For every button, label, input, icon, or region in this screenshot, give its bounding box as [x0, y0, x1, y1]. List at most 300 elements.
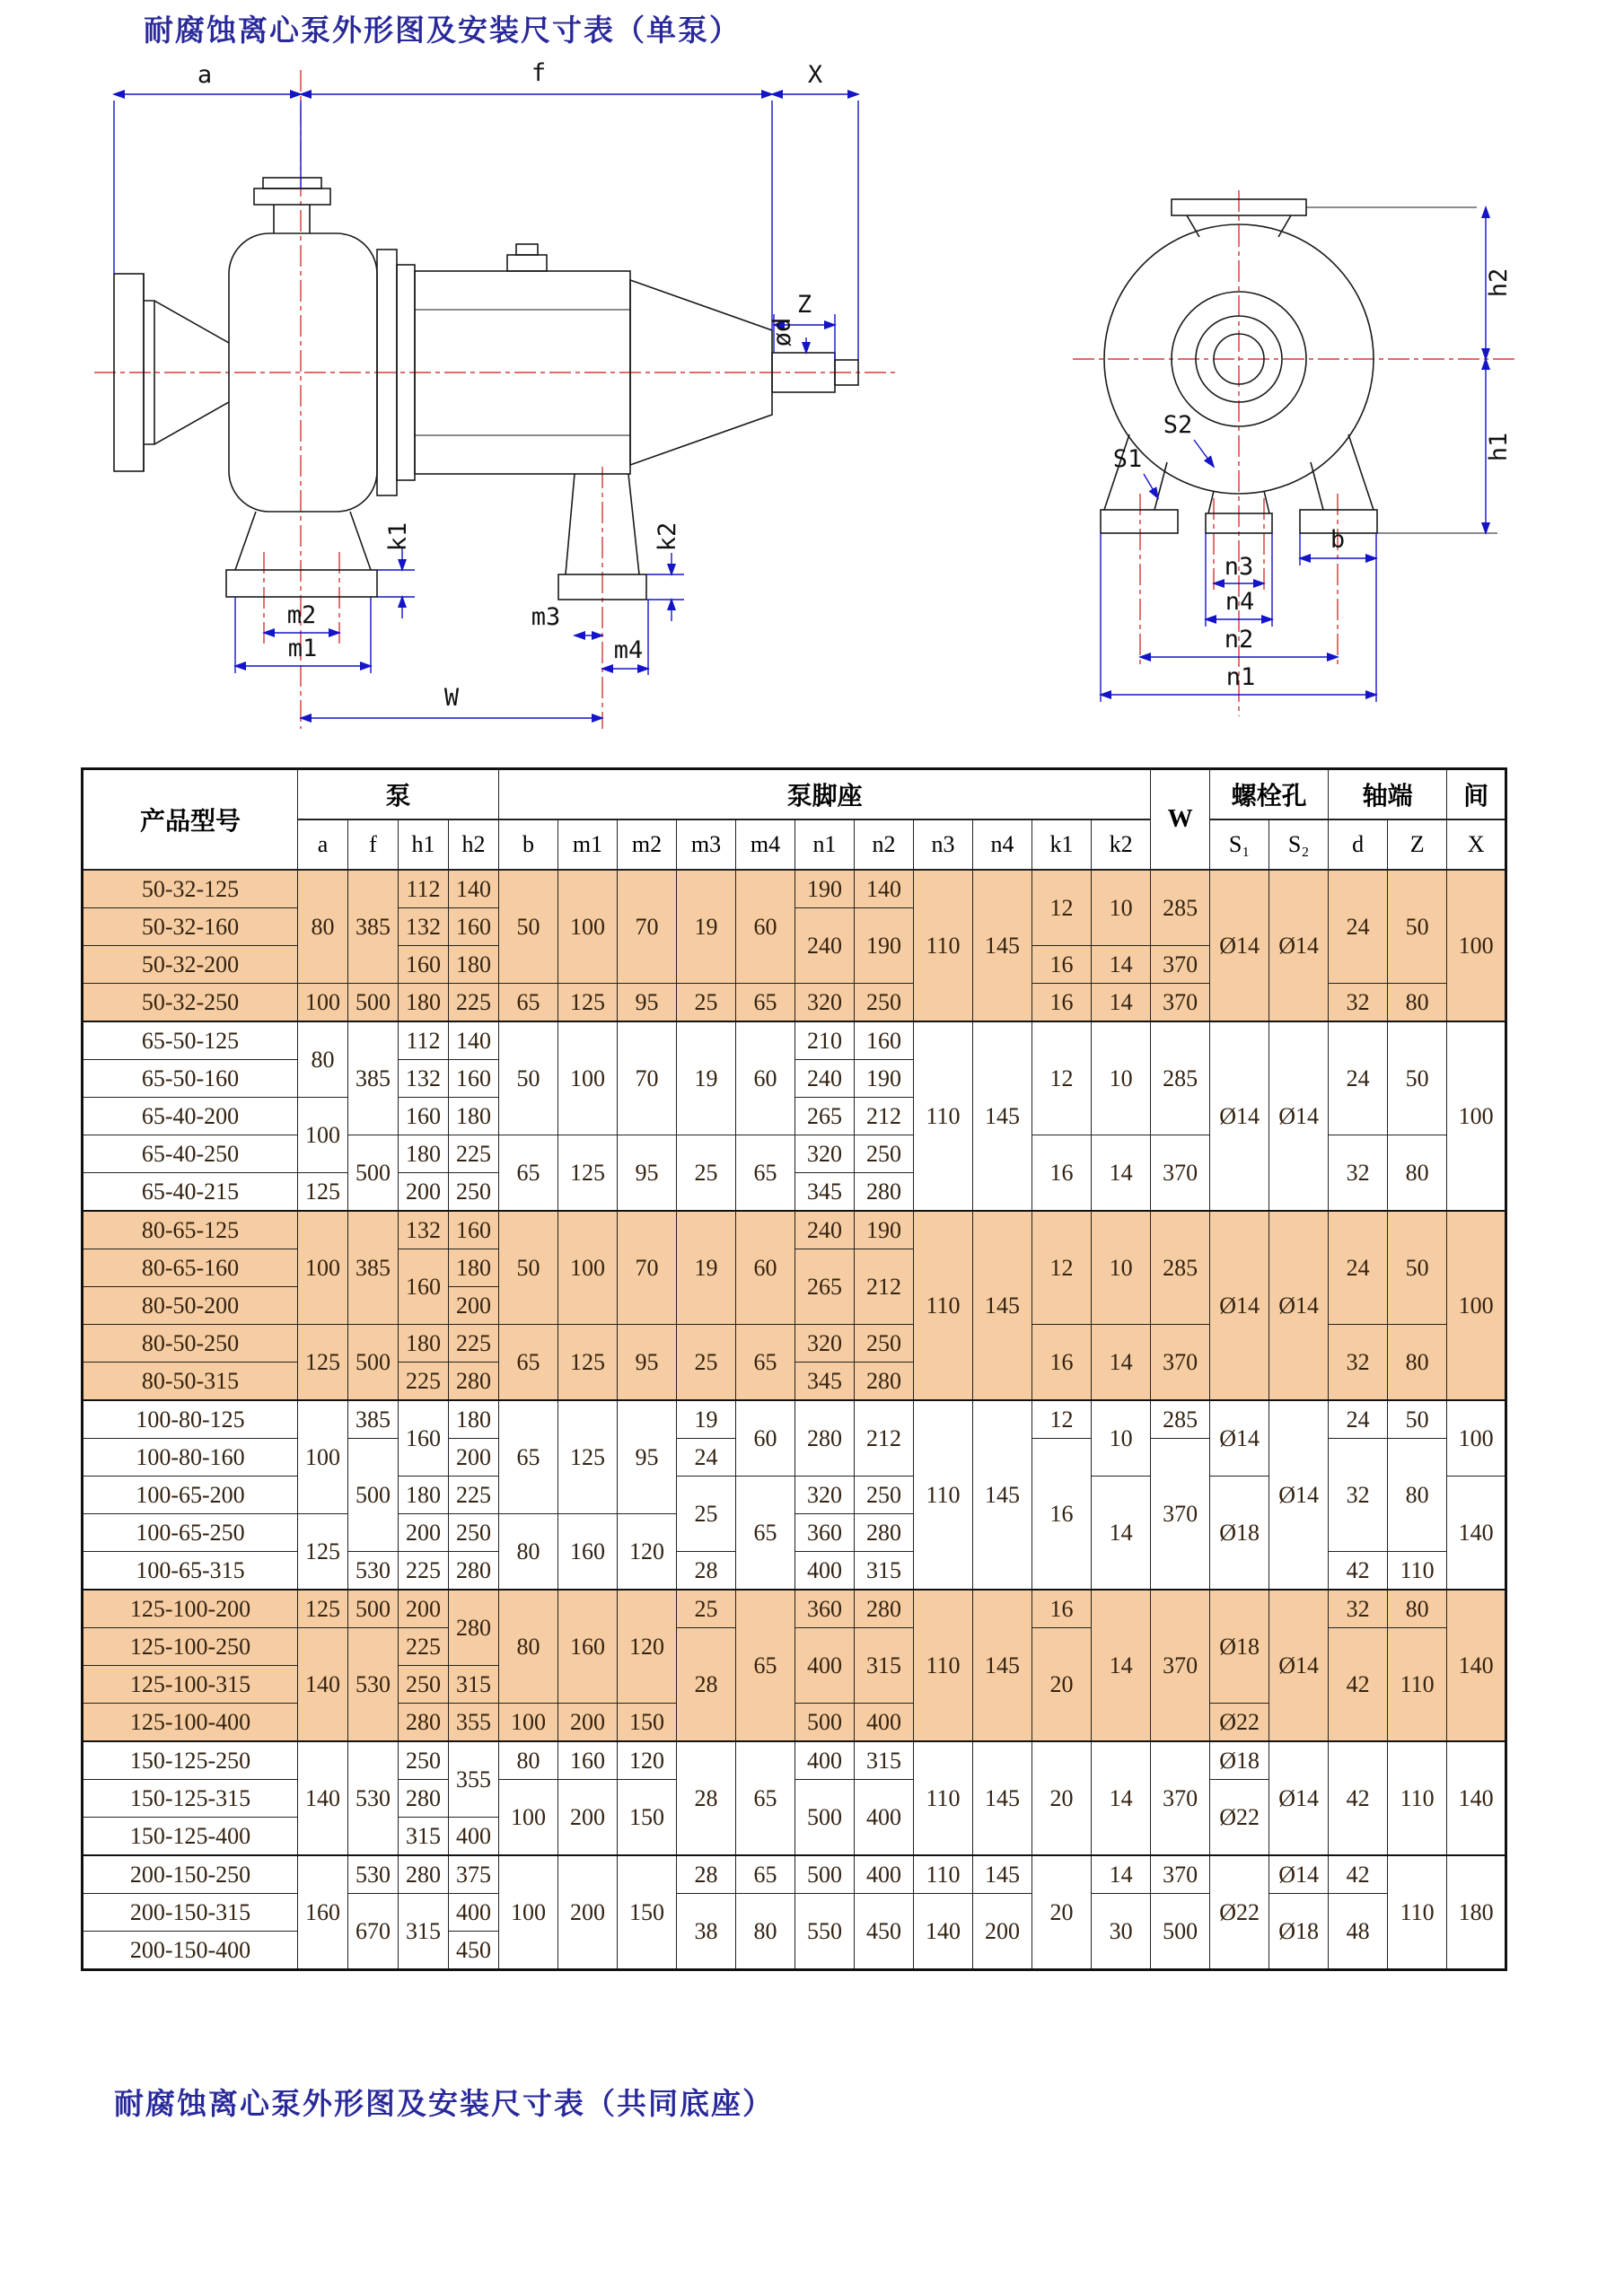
value-cell: 100: [298, 1400, 348, 1514]
value-cell: 400: [449, 1894, 499, 1932]
value-cell: 65: [736, 1477, 795, 1591]
value-cell: 140: [1447, 1477, 1506, 1591]
value-cell: 145: [973, 1400, 1032, 1590]
value-cell: 80: [1388, 984, 1447, 1022]
value-cell: 345: [795, 1363, 855, 1401]
value-cell: 28: [677, 1552, 736, 1591]
value-cell: 100: [558, 1021, 618, 1135]
value-cell: 16: [1032, 1590, 1092, 1628]
value-cell: Ø18: [1210, 1741, 1269, 1780]
dim-label-h1: h1: [1485, 432, 1513, 462]
value-cell: 20: [1032, 1628, 1092, 1742]
bottom-title: 耐腐蚀离心泵外形图及安装尺寸表（共同底座）: [114, 2089, 774, 2121]
value-cell: 65: [736, 1325, 795, 1401]
value-cell: 355: [449, 1741, 499, 1818]
value-cell: 315: [855, 1628, 914, 1704]
value-cell: 10: [1092, 1211, 1151, 1325]
value-cell: 280: [855, 1514, 914, 1552]
value-cell: 125: [558, 1325, 618, 1401]
model-cell: 125-100-315: [83, 1666, 298, 1704]
value-cell: 25: [677, 1135, 736, 1212]
value-cell: 112: [399, 1021, 449, 1060]
value-cell: 95: [618, 1325, 677, 1401]
value-cell: 145: [973, 1021, 1032, 1211]
model-cell: 100-65-315: [83, 1552, 298, 1591]
dim-label-k1: k1: [384, 521, 412, 552]
dim-label-s1: S1: [1112, 445, 1143, 473]
s1-leader: [1144, 474, 1158, 498]
dim-label-m1: m1: [287, 635, 318, 662]
col-header-m3: m3: [677, 819, 736, 870]
side-view: [94, 59, 898, 729]
value-cell: 24: [1329, 1021, 1388, 1135]
value-cell: 385: [348, 1400, 399, 1439]
value-cell: 160: [298, 1855, 348, 1970]
value-cell: 100: [1447, 1400, 1506, 1477]
table-row: [83, 1741, 1506, 1780]
value-cell: 140: [855, 870, 914, 908]
value-cell: 315: [399, 1818, 449, 1856]
value-cell: 19: [677, 1021, 736, 1135]
value-cell: 180: [399, 1135, 449, 1173]
dim-label-m2: m2: [286, 601, 317, 629]
col-header-b: b: [499, 819, 558, 870]
value-cell: 180: [449, 1400, 499, 1439]
centerline-foot-bolts: [264, 552, 339, 648]
dim-label-n4: n4: [1225, 588, 1255, 616]
value-cell: 265: [795, 1098, 855, 1135]
value-cell: 150: [618, 1855, 677, 1970]
value-cell: Ø14: [1269, 1855, 1329, 1894]
value-cell: 370: [1151, 1741, 1210, 1855]
value-cell: 500: [795, 1855, 855, 1894]
value-cell: 225: [399, 1552, 449, 1591]
value-cell: 100: [499, 1780, 558, 1856]
k2-extension: [646, 574, 684, 600]
table-row: [83, 1400, 1506, 1439]
value-cell: 500: [1151, 1894, 1210, 1970]
value-cell: 200: [558, 1704, 618, 1742]
value-cell: Ø14: [1210, 1021, 1269, 1211]
value-cell: 200: [449, 1287, 499, 1325]
value-cell: 400: [855, 1855, 914, 1894]
value-cell: 50: [1388, 1211, 1447, 1325]
value-cell: 240: [795, 908, 855, 984]
model-cell: 100-80-125: [83, 1400, 298, 1439]
value-cell: 370: [1151, 1325, 1210, 1401]
model-cell: 100-65-200: [83, 1477, 298, 1514]
value-cell: 80: [1388, 1439, 1447, 1552]
value-cell: 160: [399, 946, 449, 984]
value-cell: Ø14: [1269, 1400, 1329, 1590]
model-cell: 125-100-400: [83, 1704, 298, 1742]
value-cell: 80: [499, 1590, 558, 1704]
value-cell: 200: [449, 1439, 499, 1477]
value-cell: 120: [618, 1741, 677, 1780]
value-cell: 212: [855, 1098, 914, 1135]
model-cell: 100-65-250: [83, 1514, 298, 1552]
value-cell: 180: [449, 1098, 499, 1135]
value-cell: 132: [399, 1060, 449, 1098]
value-cell: 65: [736, 1855, 795, 1894]
value-cell: 24: [1329, 1400, 1388, 1439]
value-cell: 12: [1032, 1211, 1092, 1325]
value-cell: 16: [1032, 1439, 1092, 1591]
dim-label-m4: m4: [613, 636, 644, 664]
value-cell: 370: [1151, 946, 1210, 984]
value-cell: 225: [399, 1363, 449, 1401]
header-pump-group: 泵: [298, 769, 499, 820]
value-cell: 250: [855, 1135, 914, 1173]
front-view: [1073, 190, 1515, 716]
value-cell: 24: [1329, 870, 1388, 984]
value-cell: 280: [449, 1552, 499, 1591]
table-row: [83, 1211, 1506, 1249]
value-cell: 190: [855, 1211, 914, 1249]
value-cell: 400: [795, 1552, 855, 1591]
value-cell: 38: [677, 1894, 736, 1970]
value-cell: 100: [298, 984, 348, 1022]
value-cell: 250: [449, 1173, 499, 1212]
table-row: [83, 1021, 1506, 1060]
value-cell: 150: [618, 1780, 677, 1856]
value-cell: 100: [499, 1704, 558, 1742]
value-cell: 125: [298, 1514, 348, 1591]
dim-label-x: X: [807, 61, 823, 89]
col-header-m2: m2: [618, 819, 677, 870]
value-cell: 280: [399, 1780, 449, 1818]
value-cell: 225: [449, 984, 499, 1022]
value-cell: 112: [399, 870, 449, 908]
value-cell: 530: [348, 1552, 399, 1591]
value-cell: 250: [855, 1477, 914, 1514]
value-cell: 110: [914, 1741, 973, 1855]
col-header-f: f: [348, 819, 399, 870]
value-cell: Ø18: [1210, 1477, 1269, 1591]
col-header-h2: h2: [449, 819, 499, 870]
model-cell: 80-65-125: [83, 1211, 298, 1249]
value-cell: 100: [499, 1855, 558, 1970]
table-row: [83, 1894, 1506, 1932]
dim-label-m3: m3: [531, 603, 561, 631]
value-cell: 160: [449, 908, 499, 946]
value-cell: 360: [795, 1590, 855, 1628]
value-cell: Ø22: [1210, 1855, 1269, 1970]
value-cell: 65: [499, 1325, 558, 1401]
value-cell: 16: [1032, 1135, 1092, 1212]
value-cell: 50: [1388, 1021, 1447, 1135]
value-cell: 70: [618, 1021, 677, 1135]
value-cell: 190: [795, 870, 855, 908]
value-cell: 370: [1151, 1590, 1210, 1741]
value-cell: 80: [499, 1741, 558, 1780]
value-cell: Ø14: [1269, 1590, 1329, 1741]
value-cell: 100: [1447, 870, 1506, 1021]
value-cell: 65: [736, 1741, 795, 1855]
dim-label-w: W: [443, 684, 460, 712]
left-foot-base: [226, 570, 377, 597]
value-cell: 500: [348, 984, 399, 1022]
value-cell: 400: [449, 1818, 499, 1856]
value-cell: 400: [855, 1780, 914, 1856]
value-cell: 180: [399, 984, 449, 1022]
value-cell: 160: [558, 1741, 618, 1780]
value-cell: 160: [399, 1249, 449, 1325]
value-cell: 14: [1092, 946, 1151, 984]
value-cell: 100: [1447, 1211, 1506, 1400]
value-cell: 25: [677, 1590, 736, 1628]
value-cell: 500: [348, 1590, 399, 1628]
value-cell: 16: [1032, 1325, 1092, 1401]
value-cell: 360: [795, 1514, 855, 1552]
col-header-x: X: [1447, 819, 1506, 870]
value-cell: 50: [1388, 870, 1447, 984]
value-cell: 160: [399, 1400, 449, 1477]
value-cell: 315: [855, 1741, 914, 1780]
value-cell: 250: [855, 984, 914, 1022]
value-cell: 20: [1032, 1855, 1092, 1970]
value-cell: 280: [855, 1590, 914, 1628]
value-cell: 110: [914, 1590, 973, 1741]
value-cell: 16: [1032, 984, 1092, 1022]
value-cell: 12: [1032, 1400, 1092, 1439]
value-cell: 110: [1388, 1741, 1447, 1855]
value-cell: 145: [973, 1741, 1032, 1855]
value-cell: 500: [348, 1325, 399, 1401]
value-cell: 370: [1151, 1135, 1210, 1212]
value-cell: 10: [1092, 1021, 1151, 1135]
dim-label-b: b: [1330, 526, 1346, 554]
value-cell: 315: [449, 1666, 499, 1704]
dim-label-s2: S2: [1163, 411, 1193, 439]
value-cell: 500: [795, 1780, 855, 1856]
value-cell: 550: [795, 1894, 855, 1970]
value-cell: Ø18: [1269, 1894, 1329, 1970]
value-cell: 280: [795, 1400, 855, 1477]
value-cell: 400: [795, 1741, 855, 1780]
col-header-m1: m1: [558, 819, 618, 870]
value-cell: 110: [914, 1400, 973, 1590]
value-cell: 160: [558, 1590, 618, 1704]
value-cell: 200: [973, 1894, 1032, 1970]
value-cell: 370: [1151, 1439, 1210, 1591]
model-cell: 50-32-160: [83, 908, 298, 946]
model-cell: 150-125-315: [83, 1780, 298, 1818]
value-cell: 180: [1447, 1855, 1506, 1970]
value-cell: 100: [558, 870, 618, 984]
value-cell: 240: [795, 1211, 855, 1249]
value-cell: Ø22: [1210, 1780, 1269, 1856]
value-cell: 450: [449, 1932, 499, 1970]
value-cell: 160: [855, 1021, 914, 1060]
value-cell: 500: [795, 1704, 855, 1742]
k1-extension: [377, 570, 415, 597]
value-cell: 95: [618, 984, 677, 1022]
model-cell: 50-32-125: [83, 870, 298, 908]
value-cell: 42: [1329, 1552, 1388, 1591]
model-cell: 150-125-400: [83, 1818, 298, 1856]
value-cell: 65: [736, 1135, 795, 1212]
value-cell: 140: [1447, 1590, 1506, 1741]
value-cell: 65: [499, 1135, 558, 1212]
value-cell: 32: [1329, 1439, 1388, 1552]
value-cell: 14: [1092, 1590, 1151, 1741]
right-foot-legs: [566, 474, 639, 574]
bracket-boss: [507, 255, 547, 271]
value-cell: 10: [1092, 870, 1151, 946]
value-cell: 60: [736, 1400, 795, 1477]
value-cell: 110: [914, 1211, 973, 1400]
dim-label-od: ød: [768, 317, 796, 347]
value-cell: 190: [855, 908, 914, 984]
value-cell: 190: [855, 1060, 914, 1098]
value-cell: 19: [677, 1400, 736, 1439]
page-title: 耐腐蚀离心泵外形图及安装尺寸表（单泵）: [144, 15, 741, 48]
bracket-bolt: [516, 244, 538, 255]
value-cell: 110: [1388, 1552, 1447, 1591]
header-gap-group: 间: [1447, 769, 1506, 820]
value-cell: 200: [558, 1780, 618, 1856]
value-cell: 145: [973, 1855, 1032, 1894]
header-shaft-group: 轴端: [1329, 769, 1447, 820]
value-cell: 160: [449, 1211, 499, 1249]
value-cell: 70: [618, 1211, 677, 1325]
value-cell: 60: [736, 870, 795, 984]
value-cell: 160: [399, 1098, 449, 1135]
value-cell: 200: [399, 1173, 449, 1212]
value-cell: 225: [399, 1628, 449, 1666]
value-cell: Ø14: [1210, 870, 1269, 1021]
value-cell: 355: [449, 1704, 499, 1742]
value-cell: 370: [1151, 984, 1210, 1022]
model-cell: 150-125-250: [83, 1741, 298, 1780]
value-cell: 132: [399, 908, 449, 946]
value-cell: 145: [973, 1211, 1032, 1400]
value-cell: 110: [1388, 1855, 1447, 1970]
dim-label-z: Z: [796, 291, 812, 319]
value-cell: 110: [914, 1855, 973, 1894]
value-cell: 280: [449, 1590, 499, 1666]
value-cell: 80: [1388, 1135, 1447, 1212]
value-cell: 110: [1388, 1628, 1447, 1742]
col-header-h1: h1: [399, 819, 449, 870]
value-cell: 95: [618, 1135, 677, 1212]
value-cell: 450: [855, 1894, 914, 1970]
value-cell: 16: [1032, 946, 1092, 984]
value-cell: 80: [736, 1894, 795, 1970]
value-cell: 50: [499, 1211, 558, 1325]
value-cell: 280: [449, 1363, 499, 1401]
discharge-pipe: [274, 205, 310, 233]
value-cell: 280: [399, 1855, 449, 1894]
value-cell: 65: [736, 984, 795, 1022]
value-cell: 100: [558, 1211, 618, 1325]
value-cell: 28: [677, 1855, 736, 1894]
value-cell: 250: [399, 1666, 449, 1704]
value-cell: 212: [855, 1249, 914, 1325]
value-cell: 160: [449, 1060, 499, 1098]
model-cell: 50-32-250: [83, 984, 298, 1022]
value-cell: Ø18: [1210, 1590, 1269, 1704]
value-cell: 160: [558, 1514, 618, 1591]
value-cell: 14: [1092, 1325, 1151, 1401]
table-body: [83, 870, 1506, 1970]
value-cell: 320: [795, 1325, 855, 1363]
value-cell: 400: [855, 1704, 914, 1742]
model-cell: 50-32-200: [83, 946, 298, 984]
value-cell: 120: [618, 1514, 677, 1591]
value-cell: 30: [1092, 1894, 1151, 1970]
value-cell: 500: [348, 1439, 399, 1552]
value-cell: 65: [736, 1590, 795, 1741]
value-cell: 285: [1151, 870, 1210, 946]
value-cell: Ø14: [1210, 1211, 1269, 1400]
discharge-flange: [254, 188, 330, 205]
header-bolt-group: 螺栓孔: [1210, 769, 1329, 820]
front-left-foot-base: [1101, 510, 1178, 533]
value-cell: 100: [298, 1098, 348, 1173]
dimension-table: [81, 767, 1507, 1971]
value-cell: 80: [1388, 1590, 1447, 1628]
value-cell: 100: [298, 1211, 348, 1325]
value-cell: 50: [499, 870, 558, 984]
header-foot-group: 泵脚座: [499, 769, 1151, 820]
value-cell: 500: [348, 1135, 399, 1212]
value-cell: 225: [449, 1325, 499, 1363]
col-header-n3: n3: [914, 819, 973, 870]
value-cell: 140: [298, 1741, 348, 1855]
value-cell: 285: [1151, 1400, 1210, 1439]
value-cell: 315: [399, 1894, 449, 1970]
col-header-k1: k1: [1032, 819, 1092, 870]
value-cell: 250: [399, 1741, 449, 1780]
model-cell: 125-100-200: [83, 1590, 298, 1628]
value-cell: 145: [973, 1590, 1032, 1741]
value-cell: 140: [914, 1894, 973, 1970]
dim-label-f: f: [531, 59, 547, 87]
value-cell: 670: [348, 1894, 399, 1970]
value-cell: 65: [499, 984, 558, 1022]
value-cell: 225: [449, 1477, 499, 1514]
value-cell: Ø14: [1269, 1021, 1329, 1211]
value-cell: 32: [1329, 1135, 1388, 1212]
value-cell: 140: [1447, 1741, 1506, 1855]
value-cell: 80: [298, 870, 348, 984]
value-cell: Ø14: [1269, 1741, 1329, 1855]
value-cell: 65: [499, 1400, 558, 1514]
table-row: [83, 870, 1506, 908]
value-cell: Ø14: [1269, 1211, 1329, 1400]
value-cell: 25: [677, 1477, 736, 1552]
model-cell: 100-80-160: [83, 1439, 298, 1477]
value-cell: 250: [855, 1325, 914, 1363]
value-cell: 50: [499, 1021, 558, 1135]
dim-label-a: a: [197, 61, 213, 89]
value-cell: 140: [298, 1628, 348, 1742]
value-cell: 370: [1151, 1855, 1210, 1894]
value-cell: 280: [399, 1704, 449, 1742]
value-cell: 132: [399, 1211, 449, 1249]
col-header-s1: S₁: [1210, 819, 1269, 870]
value-cell: 60: [736, 1021, 795, 1135]
value-cell: 180: [449, 946, 499, 984]
value-cell: 285: [1151, 1021, 1210, 1135]
value-cell: Ø14: [1210, 1400, 1269, 1477]
value-cell: 250: [449, 1514, 499, 1552]
value-cell: 210: [795, 1021, 855, 1060]
value-cell: 12: [1032, 1021, 1092, 1135]
value-cell: 212: [855, 1400, 914, 1477]
